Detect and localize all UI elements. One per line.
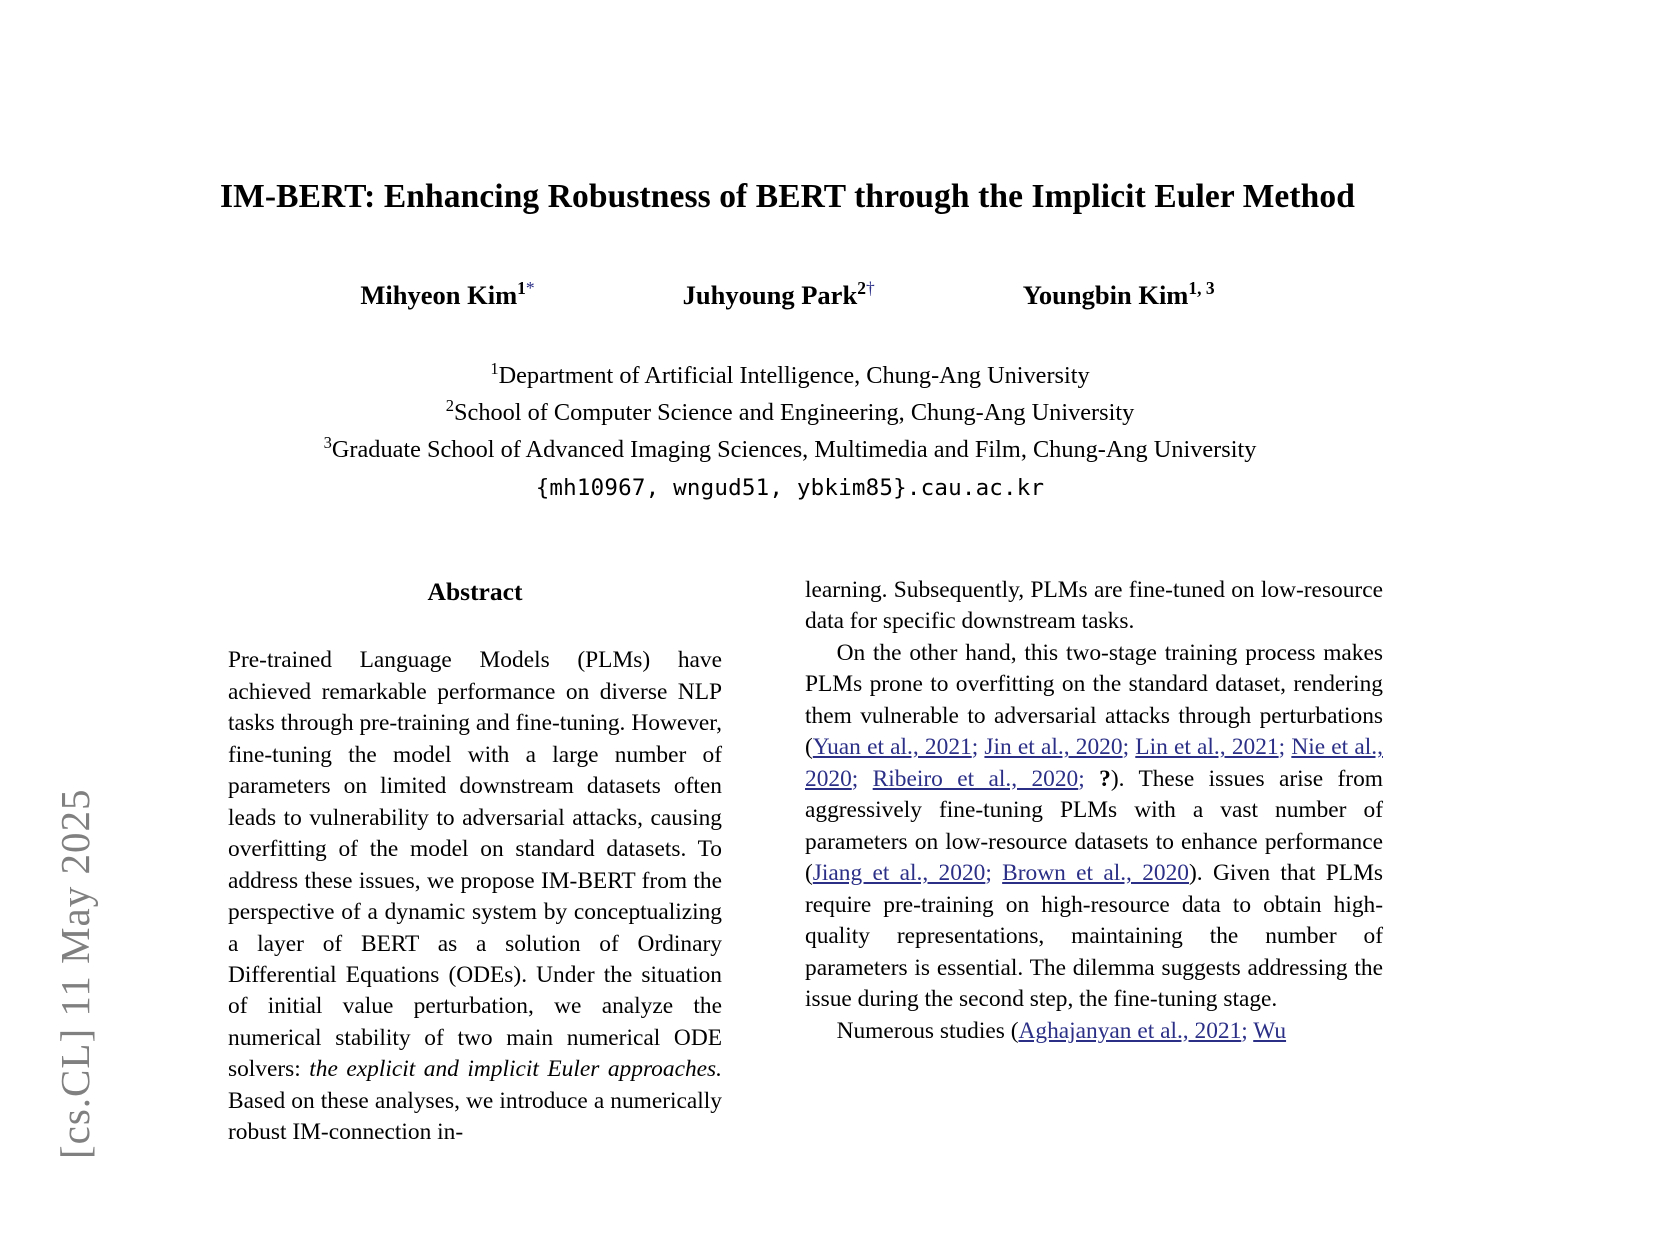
citation-link-nie-2020[interactable]: Nie et al., 2020 <box>805 734 1383 792</box>
abstract-italic-phrase: the explicit and implicit Euler approaches. <box>309 1056 722 1083</box>
citation-link-yuan-2021[interactable]: Yuan et al., 2021 <box>812 734 972 761</box>
intro-paragraph-2 <box>805 638 1383 1016</box>
affiliation-2-text: School of Computer Science and Engineering, Chung-Ang University <box>454 399 1135 427</box>
author-1-affil-marks: 1 <box>517 278 526 299</box>
abstract-text-part1: Pre-trained Language Models (PLMs) have achieved remarkable performance on diverse NLP tasks through pre-training and fine-tuning. However, fine-tuning the model with a large number of parameters on limited downstream datasets often leads to vulnerability to adversarial attacks, causing overfitting of the model on standard datasets. To address these issues, we propose IM-BERT from the perspective of a dynamic system by conceptualizing a layer of BERT as a solution of Ordinary Differential Equations (ODEs). Under the situation of initial value perturbation, we analyze the numerical stability of two main numerical ODE solvers: <box>228 647 722 1083</box>
citation-link-wu[interactable]: Wu <box>1253 1017 1287 1044</box>
affiliation-3 <box>160 431 1420 468</box>
affiliation-2-mark: 2 <box>445 395 455 415</box>
citation-link-brown-2020[interactable]: Brown et al., 2020 <box>1002 860 1189 887</box>
author-emails: {mh10967, wngud51, ybkim85}.cau.ac.kr <box>535 475 1045 502</box>
citation-separator-4: ; <box>851 765 873 792</box>
affiliations-block <box>160 357 1420 505</box>
intro-para3-text-a: Numerous studies ( <box>836 1017 1019 1044</box>
author-3-name: Youngbin Kim <box>1022 280 1189 310</box>
page-title: IM-BERT: Enhancing Robustness of BERT through the Implicit Euler Method <box>220 178 1355 215</box>
affiliation-3-text: Graduate School of Advanced Imaging Sciences, Multimedia and Film, Chung-Ang University <box>331 436 1257 464</box>
author-2-name: Juhyoung Park <box>682 280 858 310</box>
abstract-heading: Abstract <box>427 577 523 606</box>
two-column-body <box>0 575 1654 1241</box>
arxiv-vertical-stamp: [cs.CL] 11 May 2025 <box>52 788 98 1159</box>
author-2 <box>683 280 875 311</box>
abstract-text-part2: Based on these analyses, we introduce a numerically robust IM-connection in- <box>228 1087 722 1146</box>
intro-paragraph-3 <box>805 1016 1383 1047</box>
citation-separator-1: ; <box>971 734 985 761</box>
citation-link-ribeiro-2020[interactable]: Ribeiro et al., 2020 <box>872 765 1079 792</box>
author-1-symbol: * <box>525 278 535 299</box>
citation-link-jin-2020[interactable]: Jin et al., 2020 <box>984 734 1123 761</box>
citation-link-aghajanyan-2021[interactable]: Aghajanyan et al., 2021 <box>1018 1017 1242 1044</box>
title-block <box>205 176 1370 218</box>
citation-separator-2: ; <box>1122 734 1136 761</box>
affiliation-1-text: Department of Artificial Intelligence, Chung-Ang University <box>498 362 1090 389</box>
author-3-affil-marks: 1, 3 <box>1188 278 1215 299</box>
citation-separator-6: ; <box>985 860 1003 887</box>
author-2-affil-marks: 2 <box>857 278 866 299</box>
affiliation-1-mark: 1 <box>490 358 499 378</box>
affiliation-2 <box>160 394 1420 431</box>
intro-para2-text-a: On the other hand, this two-stage training process makes PLMs prone to overfitting on the standard dataset, rendering them vulnerable to adversarial attacks through perturbations ( <box>805 639 1383 761</box>
citation-link-jiang-2020[interactable]: Jiang et al., 2020 <box>812 860 986 887</box>
broken-citation-marker: ? <box>1099 765 1111 792</box>
author-2-symbol: † <box>865 278 875 299</box>
citation-link-lin-2021[interactable]: Lin et al., 2021 <box>1135 734 1279 761</box>
intro-para2-text-b: ). These issues arise from aggressively fine-tuning PLMs with a vast number of parameters on low-resource datasets to enhance performance ( <box>805 765 1383 887</box>
left-column <box>228 575 722 1149</box>
abstract-paragraph <box>228 645 722 1149</box>
citation-separator-3: ; <box>1278 734 1292 761</box>
citation-separator-8: ; <box>1241 1017 1254 1044</box>
author-1 <box>360 280 534 311</box>
author-1-name: Mihyeon Kim <box>360 280 518 310</box>
intro-para2-text-c: ). Given that PLMs require pre-training on high-resource data to obtain high-quality representations, maintaining the number of parameters is essential. The dilemma suggests addressing the issue during the second step, the fine-tuning stage. <box>805 860 1383 1013</box>
affiliation-3-mark: 3 <box>323 433 332 452</box>
authors-row <box>205 280 1370 311</box>
author-3 <box>1023 280 1215 311</box>
right-column <box>805 575 1383 1047</box>
citation-separator-5: ; <box>1078 765 1100 792</box>
intro-para1-text: learning. Subsequently, PLMs are fine-tuned on low-resource data for specific downstream tasks. <box>805 577 1383 635</box>
intro-paragraph-1 <box>805 575 1383 638</box>
affiliation-1 <box>160 357 1420 394</box>
